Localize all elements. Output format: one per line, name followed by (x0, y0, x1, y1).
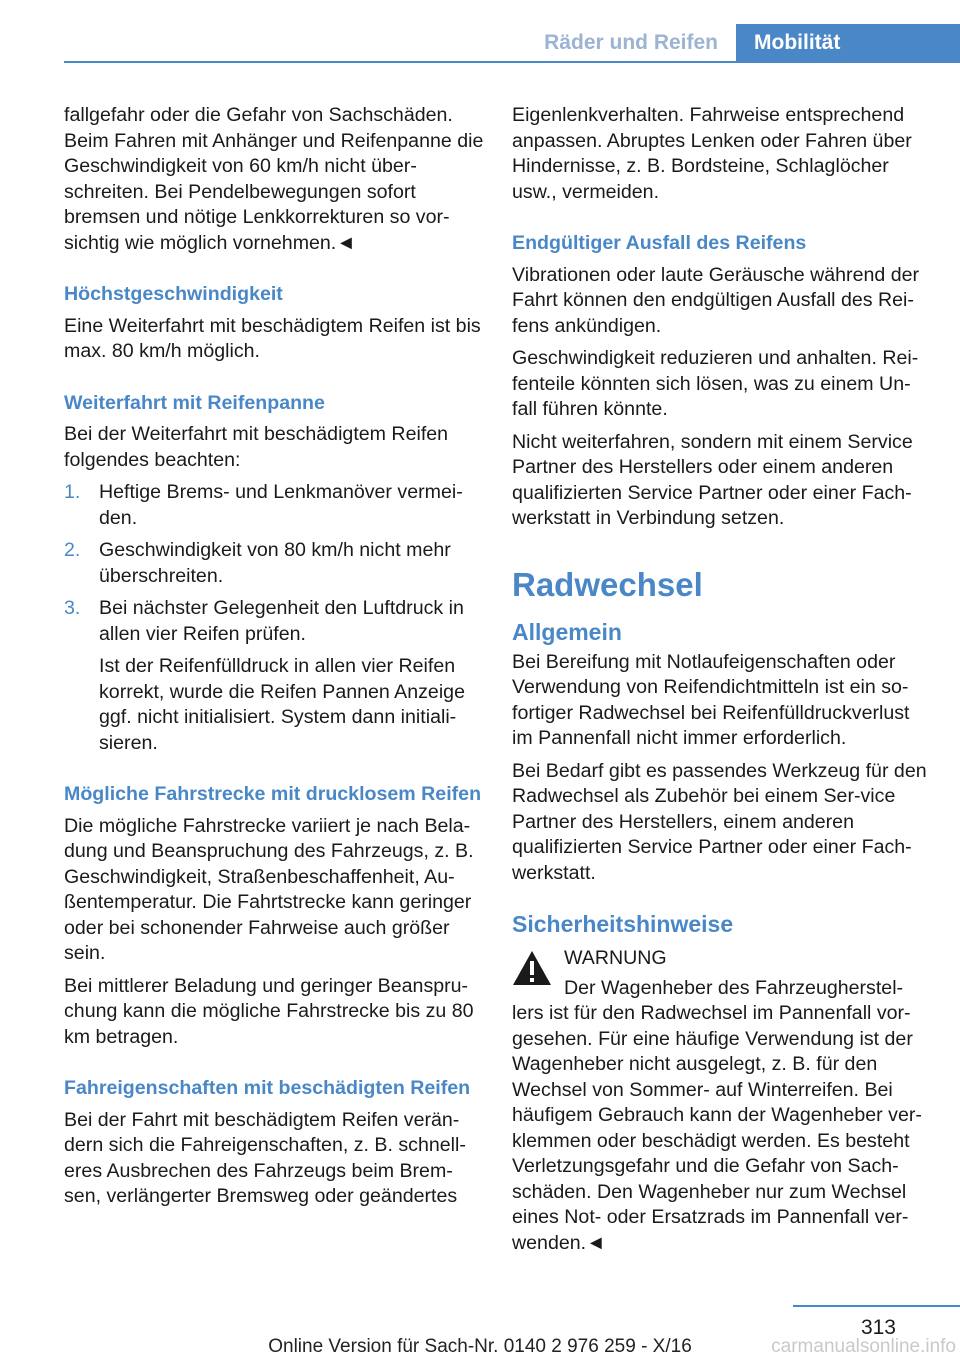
header-rule (64, 61, 960, 63)
paragraph: Nicht weiterfahren, sondern mit einem Service Partner des Herstellers oder einem anderen qualifizierten Service Partner oder einer Fach-werkstatt in Verbindung setzen. (512, 430, 913, 529)
paragraph: Die mögliche Fahrstrecke variiert je nach Bela-dung und Beanspruchung des Fahrzeugs, z. B. Geschwindigkeit, Straßenbeschaffenheit, Au-ßentemperatur. Die Fahrtstrecke kann geringer oder bei schonender Fahrweise auch größer sein. (64, 814, 474, 964)
right-column (512, 103, 932, 1256)
numbered-list (64, 480, 484, 756)
list-number: 3. (64, 597, 81, 619)
heading-speed: Höchstgeschwindigkeit (64, 283, 283, 305)
warning-title: WARNUNG (564, 947, 667, 969)
warning-block (512, 946, 932, 1256)
heading-failure: Endgültiger Ausfall des Reifens (512, 232, 807, 254)
list-extra-text: Ist der Reifenfülldruck in allen vier Reifen korrekt, wurde die Reifen Pannen Anzeige ggf. nicht initialisiert. System dann initiali-sieren. (99, 655, 465, 754)
online-version-note: Online Version für Sach-Nr. 0140 2 976 259 - X/16 (268, 1336, 692, 1357)
heading-handling: Fahreigenschaften mit beschädigten Reifen (64, 1077, 471, 1099)
paragraph: Bei Bereifung mit Notlaufeigenschaften oder Verwendung von Reifendichtmitteln ist ein so-fortiger Radwechsel bei Reifenfülldruckverlust im Pannenfall nicht immer erforderlich. (512, 650, 910, 749)
list-number: 1. (64, 481, 81, 503)
list-item (64, 596, 484, 756)
paragraph: Vibrationen oder laute Geräusche während der Fahrt können den endgültigen Ausfall des Rei-fens ankündigen. (512, 263, 920, 337)
list-item (64, 480, 484, 531)
warning-text: lers ist für den Radwechsel im Pannenfall vor-gesehen. Für eine häufige Verwendung ist der Wagenheber nicht ausgelegt, z. B. für den Wechsel von Sommer- auf Winterreifen. Bei häufigem Gebrauch kann der Wagenheber ver-klemmen oder beschädigt werden. Es besteht Verletzungsgefahr und die Gefahr von Sach-schäden. Den Wagenheber nur zum Wechsel eines Not- oder Ersatzrads im Pannenfall ver-wenden.◄ (512, 1002, 922, 1254)
list-text: Bei nächster Gelegenheit den Luftdruck in allen vier Reifen prüfen. (99, 597, 464, 645)
watermark: carmanualsonline.info (771, 1336, 956, 1357)
paragraph: Bei der Weiterfahrt mit beschädigtem Reifen folgendes beachten: (64, 423, 449, 471)
list-text: Heftige Brems- und Lenkmanöver vermei-den. (99, 481, 463, 529)
list-item (64, 538, 484, 589)
section-tab: Räder und Reifen (544, 31, 718, 54)
page-number: 313 (860, 1316, 896, 1339)
paragraph: Eigenlenkverhalten. Fahrweise entsprechend anpassen. Abruptes Lenken oder Fahren über Hindernisse, z. B. Bordsteine, Schlaglöcher usw., vermeiden. (512, 104, 912, 203)
heading-continue: Weiterfahrt mit Reifenpanne (64, 391, 325, 414)
heading-range: Mögliche Fahrstrecke mit drucklosem Reifen (64, 783, 482, 805)
list-text: Geschwindigkeit von 80 km/h nicht mehr überschreiten. (99, 539, 451, 587)
chapter-tab: Mobilität (736, 24, 960, 62)
list-number: 2. (64, 539, 81, 561)
header-tabs (526, 24, 960, 62)
warning-text-first: Der Wagenheber des Fahrzeugherstel- (564, 976, 904, 999)
paragraph: Bei mittlerer Beladung und geringer Beanspru-chung kann die mögliche Fahrstrecke bis zu 80 km betragen. (64, 974, 474, 1048)
warning-icon (512, 950, 552, 986)
paragraph: Geschwindigkeit reduzieren und anhalten. Rei-fenteile könnten sich lösen, was zu einem Un-fall führen könnte. (512, 347, 919, 420)
paragraph: fallgefahr oder die Gefahr von Sachschäden. Beim Fahren mit Anhänger und Reifenpanne die Geschwindigkeit von 60 km/h nicht über-schreiten. Bei Pendelbewegungen sofort bremsen und nötige Lenkkorrekturen so vor-sichtig wie möglich vornehmen.◄ (64, 104, 484, 254)
paragraph: Bei Bedarf gibt es passendes Werkzeug für den Radwechsel als Zubehör bei einem Ser-vice Partner des Herstellers, einem anderen qualifizierten Service Partner oder einer Fach-werkstatt. (512, 759, 927, 884)
paragraph: Eine Weiterfahrt mit beschädigtem Reifen ist bis max. 80 km/h möglich. (64, 314, 481, 362)
footer-rule (793, 1305, 960, 1307)
heading-general: Allgemein (512, 618, 622, 645)
paragraph: Bei der Fahrt mit beschädigtem Reifen verän-dern sich die Fahreigenschaften, z. B. schnell-eres Ausbrechen des Fahrzeugs beim Brem-sen, verlängerter Bremsweg oder geändertes (64, 1108, 466, 1207)
heading-wheel-change: Radwechsel (512, 565, 703, 603)
left-column (64, 103, 484, 1217)
heading-safety: Sicherheitshinweise (512, 911, 734, 937)
